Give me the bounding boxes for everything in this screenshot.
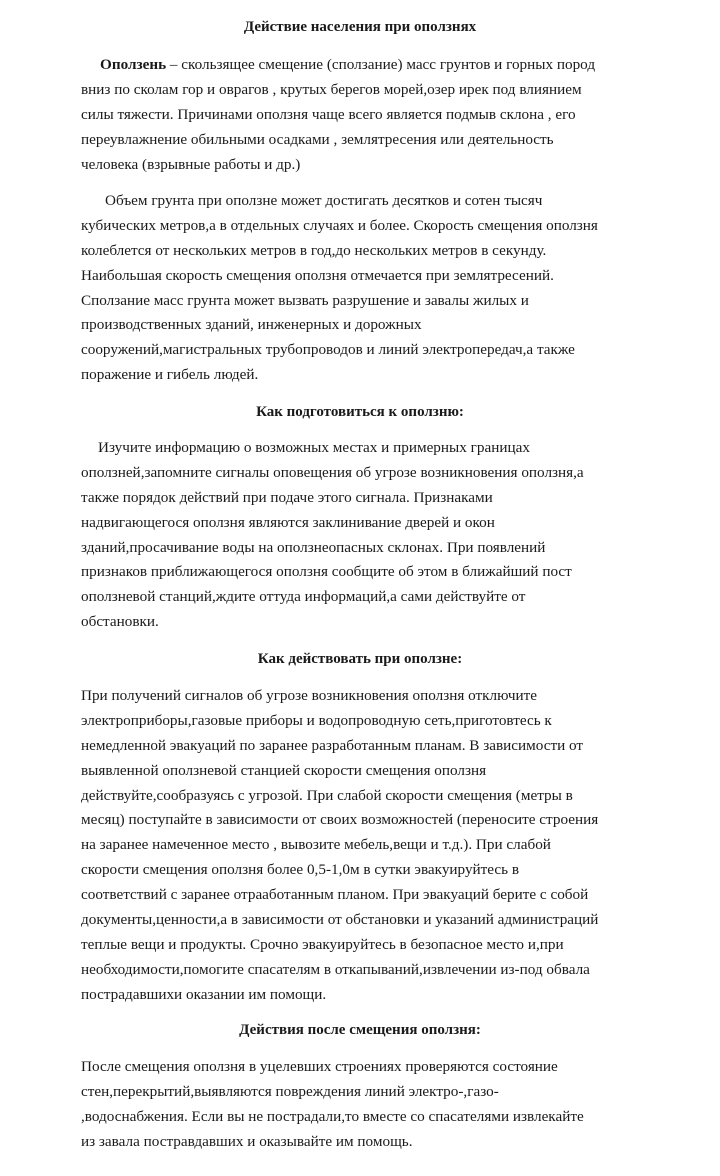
section-heading-during: Как действовать при оползне:	[257, 651, 463, 667]
text-line: переувлажнение обильными осадками , землятресения или деятельность	[81, 130, 554, 148]
text-line: скорости смещения оползня более 0,5-1,0м в сутки эвакуируйтесь в	[81, 861, 520, 879]
text-line: человека (взрывные работы и др.)	[81, 155, 301, 173]
text-line: стен,перекрытий,выявляются повреждения линий электро-,газо-	[81, 1082, 499, 1100]
text-line: электроприборы,газовые приборы и водопроводную сеть,приготовтесь к	[81, 711, 552, 729]
section-heading-prepare: Как подготовиться к оползню:	[256, 404, 464, 420]
text-line: Наибольшая скорость смещения оползня отмечается при землятресений.	[81, 266, 554, 284]
text-line: пострадавшихи оказании им помощи.	[81, 985, 327, 1003]
text-line: документы,ценности,а в зависимости от обстановки и указаний администраций	[81, 911, 599, 929]
text-line: обстановки.	[81, 613, 159, 631]
text-line: Объем грунта при оползне может достигать десятков и сотен тысяч	[105, 192, 543, 209]
text-line: необходимости,помогите спасателям в откапываний,извлечении из-под обвала	[81, 960, 590, 978]
text-line: из завала постравдавших и оказывайте им помощь.	[81, 1132, 413, 1150]
text-line: ,водоснабжения. Если вы не пострадали,то вместе со спасателями извлекайте	[81, 1107, 584, 1125]
text-line: сооружений,магистральных трубопроводов и линий электропередач,а также	[81, 341, 575, 359]
document-title: Действие населения при оползнях	[243, 19, 477, 35]
text-line: При получений сигналов об угрозе возникновения оползня отключите	[81, 687, 538, 704]
text-line: признаков приближающегося оползня сообщите об этом в ближайший пост	[81, 563, 572, 581]
text-line: вниз по сколам гор и оврагов , крутых берегов морей,озер ирек под влиянием	[81, 80, 582, 98]
text-line: После смещения оползня в уцелевших строениях проверяются состояние	[81, 1058, 558, 1075]
text-line	[81, 53, 681, 78]
text-line: на заранее намеченное место , вывозите мебель,вещи и т.д.). При слабой	[81, 836, 551, 854]
text-line: кубических метров,а в отдельных случаях и более. Скорость смещения оползня	[81, 216, 598, 234]
text-line: колеблется от нескольких метров в год,до нескольких метров в секунду.	[81, 241, 547, 259]
paragraph-volume	[81, 189, 681, 388]
paragraph-after	[81, 1055, 681, 1155]
paragraph-definition	[81, 53, 681, 177]
term-landslide: Оползень	[100, 56, 167, 73]
section-heading-after: Действия после смещения оползня:	[239, 1022, 481, 1038]
text-line: Изучите информацию о возможных местах и примерных границах	[98, 439, 530, 456]
text-line: производственных зданий, инженерных и дорожных	[81, 316, 422, 334]
text-line: месяц) поступайте в зависимости от своих возможностей (переносите строения	[81, 811, 599, 829]
text-line: теплые вещи и продукты. Срочно эвакуируйтесь в безопасное место и,при	[81, 935, 564, 953]
text-line: соответствий с заранее отрааботанным планом. При эвакуаций берите с собой	[81, 886, 589, 904]
text-line: поражение и гибель людей.	[81, 366, 259, 384]
paragraph-during	[81, 684, 681, 1008]
text-line: действуйте,сообразуясь с угрозой. При слабой скорости смещения (метры в	[81, 786, 573, 804]
paragraph-prepare	[81, 436, 681, 635]
text-line: силы тяжести. Причинами оползня чаще всего является подмыв склона , его	[81, 105, 576, 123]
text-line: немедленной эвакуаций по заранее разработанным планам. В зависимости от	[81, 736, 584, 754]
text-line: выявленной оползневой станцией скорости смещения оползня	[81, 761, 487, 779]
text-line: зданий,просачивание воды на оползнеопасных склонах. При появлений	[81, 538, 546, 556]
text-line: надвигающегося оползня являются заклинивание дверей и окон	[81, 513, 495, 531]
text-line: также порядок действий при подаче этого сигнала. Признаками	[81, 488, 493, 506]
text-line: оползневой станций,ждите оттуда информаций,а сами действуйте от	[81, 588, 526, 606]
text-line: Сползание масс грунта может вызвать разрушение и завалы жилых и	[81, 291, 529, 309]
text-fragment: – скользящее смещение (сползание) масс грунтов и горных пород	[166, 56, 596, 73]
text-line: оползней,запомните сигналы оповещения об угрозе возникновения оползня,а	[81, 463, 584, 481]
